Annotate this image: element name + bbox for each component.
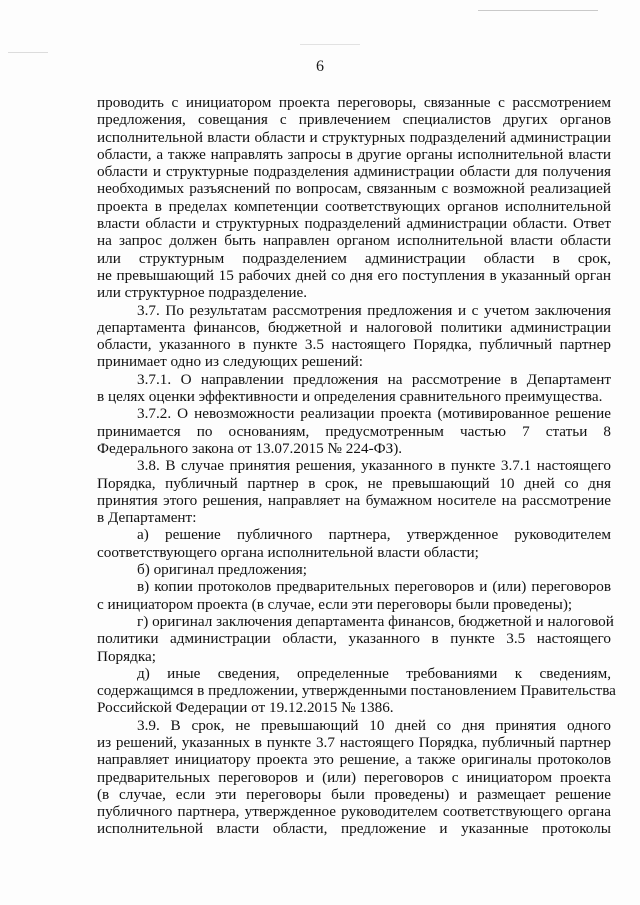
text-line: содержащимся в предложении, утвержденными постановлением Правительства [97,682,616,700]
text-line: 3.9. В срок, не превышающий 10 дней со дня принятия одного [137,716,611,734]
text-line: области, указанного в пункте 3.5 настоящего Порядка, публичный партнер [97,336,611,354]
text-line: на запрос должен быть направлен органом исполнительной власти области [97,232,611,250]
text-line: г) оригинал заключения департамента финансов, бюджетной и налоговой [137,612,614,630]
text-line: предложения, совещания с привлечением специалистов других органов [97,111,611,129]
text-line: или структурным подразделением администрации области в срок, [97,249,611,267]
text-line: 3.7.1. О направлении предложения на рассмотрение в Департамент [137,370,611,388]
text-line: области и структурные подразделения администрации области для получения [97,163,611,181]
text-line: проводить с инициатором проекта переговоры, связанные с рассмотрением [97,94,611,111]
text-line: власти области и структурных подразделений администрации области. Ответ [97,215,611,233]
text-line: публичного партнера, утвержденное руководителем соответствующего органа [97,803,611,821]
scan-artifact [478,10,598,11]
text-line: политики администрации области, указанного в пункте 3.5 настоящего [97,630,611,648]
text-line: в) копии протоколов предварительных переговоров и (или) переговоров [137,578,611,596]
text-line: принятия этого решения, направляет на бумажном носителе на рассмотрение [97,491,611,509]
scan-artifact [300,44,360,45]
text-line: б) оригинал предложения; [137,561,307,579]
text-line: или структурное подразделение. [97,284,308,302]
text-line: исполнительной власти области и структурных подразделений администрации [97,128,611,146]
text-line: 3.7.2. О невозможности реализации проекта (мотивированное решение [137,405,611,423]
text-line: Российской Федерации от 19.12.2015 № 1386. [97,699,394,717]
text-line: 3.8. В случае принятия решения, указанного в пункте 3.7.1 настоящего [137,457,611,475]
text-line: Федерального закона от 13.07.2015 № 224-ФЗ). [97,439,403,457]
text-line: из решений, указанных в пункте 3.7 настоящего Порядка, публичный партнер [97,733,611,751]
text-line: проекта в пределах компетенции соответствующих органов исполнительной [97,197,611,215]
text-line: департамента финансов, бюджетной и налоговой политики администрации [97,318,611,336]
text-line: области, а также направлять запросы в другие органы исполнительной власти [97,145,611,163]
document-body [97,94,616,838]
text-line: в целях оценки эффективности и определения сравнительного преимущества. [97,388,603,406]
text-line: с инициатором проекта (в случае, если эти переговоры были проведены); [97,595,573,613]
text-line: принимает одно из следующих решений: [97,353,363,371]
text-line: Порядка; [97,647,156,665]
scan-artifact [8,52,48,53]
text-line: принимается по основаниям, предусмотренным частью 7 статьи 8 [97,422,611,440]
text-line: Порядка, публичный партнер в срок, не превышающий 10 дней со дня [97,474,611,492]
text-line: д) иные сведения, определенные требованиями к сведениям, [137,664,611,682]
text-line: 3.7. По результатам рассмотрения предложения и с учетом заключения [137,301,611,319]
text-line: (в случае, если эти переговоры были проведены) и размещает решение [97,785,611,803]
text-line: не превышающий 15 рабочих дней со дня его поступления в указанный орган [97,266,611,284]
text-line: соответствующего органа исполнительной власти области; [97,543,479,561]
text-line: исполнительной власти области, предложение и указанные протоколы [97,820,611,838]
page-number: 6 [316,58,324,75]
text-line: предварительных переговоров и (или) переговоров с инициатором проекта [97,768,611,786]
text-line: в Департамент: [97,509,197,527]
text-line: направляет инициатору проекта это решение, а также оригиналы протоколов [97,751,611,769]
text-line: необходимых разъяснений по вопросам, связанным с возможной реализацией [97,180,611,198]
text-line: а) решение публичного партнера, утвержденное руководителем [137,526,611,544]
